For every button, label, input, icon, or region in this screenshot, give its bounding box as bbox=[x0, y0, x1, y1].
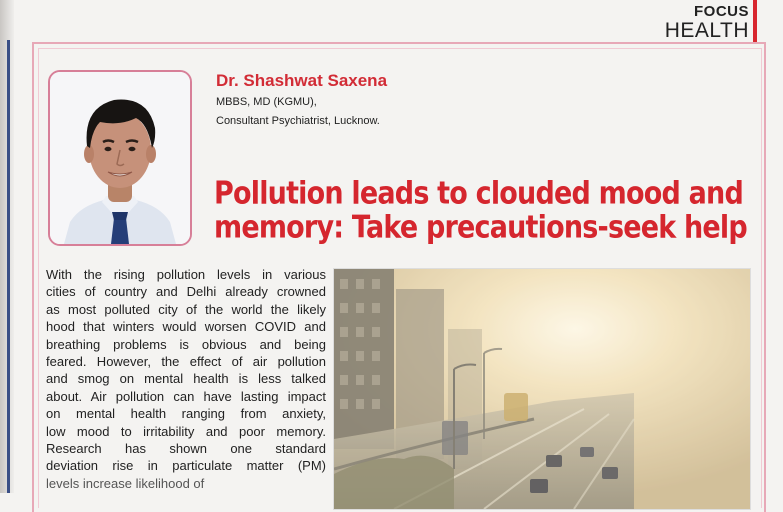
smog-city-illustration bbox=[334, 269, 750, 509]
body-line: on mental health ranging from anxiety, bbox=[46, 406, 326, 422]
section-kicker: FOCUS bbox=[694, 3, 749, 20]
smog-highway-photo bbox=[333, 268, 751, 510]
body-line: levels increase likelihood of bbox=[46, 475, 205, 491]
headline-line-1: Pollution leads to clouded mood and bbox=[214, 176, 743, 212]
section-name: HEALTH bbox=[664, 19, 749, 42]
body-line: breathing problems is obvious and being bbox=[46, 336, 326, 352]
section-label bbox=[665, 4, 749, 42]
article-body bbox=[46, 266, 326, 492]
author-degrees: MBBS, MD (KGMU), bbox=[216, 96, 317, 108]
body-line: as most polluted city of the world the likely bbox=[46, 301, 326, 317]
body-line: low mood to irritability and poor memory. bbox=[46, 423, 326, 439]
author-name: Dr. Shashwat Saxena bbox=[216, 71, 388, 90]
body-line: feared. However, the effect of air pollution bbox=[46, 353, 326, 369]
author-photo bbox=[48, 70, 192, 246]
body-line: and smog on mental health is less talked bbox=[46, 371, 326, 387]
body-line: hood that winters would worsen COVID and bbox=[46, 319, 326, 335]
body-line: cities of country and Delhi already crowned bbox=[46, 284, 326, 300]
author-title: Consultant Psychiatrist, Lucknow. bbox=[216, 115, 380, 127]
body-line: about. Air pollution can have lasting impact bbox=[46, 388, 326, 404]
headline-line-2: memory: Take precautions-seek help bbox=[214, 210, 747, 246]
body-line: deviation rise in particulate matter (PM) bbox=[46, 458, 326, 474]
body-line: Research has shown one standard bbox=[46, 440, 326, 456]
section-accent-bar bbox=[753, 0, 757, 42]
author-portrait-illustration bbox=[50, 72, 190, 244]
spine-rule bbox=[7, 40, 10, 493]
body-line: With the rising pollution levels in various bbox=[46, 267, 326, 282]
